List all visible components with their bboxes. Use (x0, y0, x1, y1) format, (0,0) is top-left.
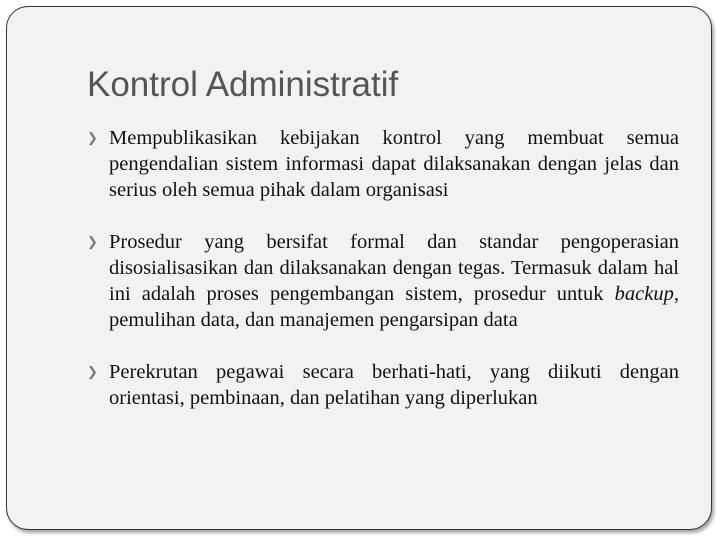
bullet-item (87, 125, 679, 203)
bullet-marker-icon: ❯ (87, 130, 98, 145)
bullet-text-part: Prosedur yang bersifat formal dan standar pengoperasian disosialisasikan dan dilaksanakan dengan tegas. Termasuk dalam hal ini adalah proses pengembangan sistem, prosedur untuk (109, 231, 679, 305)
bullet-marker-icon: ❯ (87, 234, 98, 249)
bullet-text-italic: backup (614, 283, 674, 305)
bullet-text: Mempublikasikan kebijakan kontrol yang membuat semua pengendalian sistem informasi dapat dilaksanakan dengan jelas dan serius oleh semua pihak dalam organisasi (109, 127, 679, 201)
bullet-text (109, 231, 679, 331)
bullet-text: Perekrutan pegawai secara berhati-hati, yang diikuti dengan orientasi, pembinaan, dan pelatihan yang diperlukan (109, 361, 679, 409)
bullet-item (87, 359, 679, 411)
slide (6, 6, 712, 530)
bullet-list (87, 125, 679, 411)
slide-title: Kontrol Administratif (87, 65, 399, 104)
bullet-text-part: , pemulihan data, dan manajemen pengarsipan data (109, 283, 679, 331)
bullet-item (87, 229, 679, 333)
bullet-marker-icon: ❯ (87, 364, 98, 379)
